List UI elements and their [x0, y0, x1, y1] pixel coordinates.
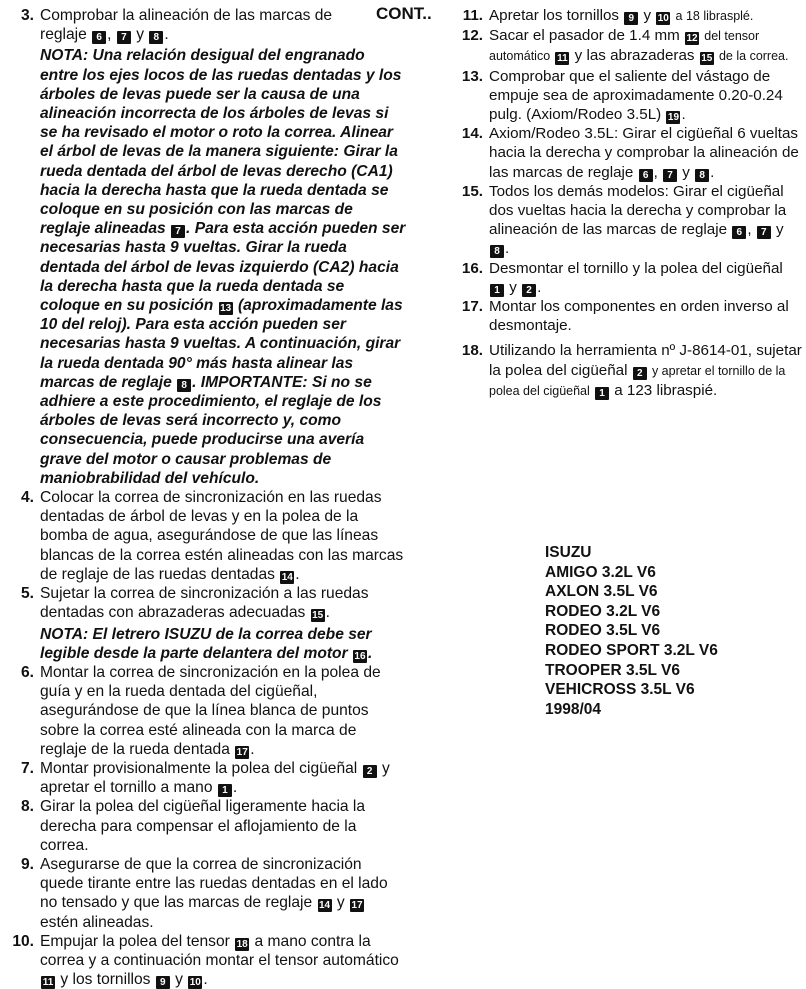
step-number: 7.	[20, 759, 34, 777]
sep: y	[175, 971, 183, 989]
note-text: NOTA: Una relación desigual del engranado entre los ejes locos de las ruedas dentadas y los árboles de levas puede ser la causa de una alineación incorrecta de los árboles de levas si se ha revisado el motor o roto la correa. Alinear el árbol de levas de la manera siguiente: Girar la rueda dentada del árbol de levas derecho (CA1) hacia la derecha hasta que la rueda dentada se coloque en su posición con las marcas de reglaje alineadas	[40, 47, 402, 238]
model-line: VEHICROSS 3.5L V6	[545, 681, 695, 699]
step-text	[40, 855, 406, 932]
note-text: (aproximadamente las 10 del reloj). Para esta acción pueden ser necesarias hasta 9 vueltas. A continuación, girar la rueda dentada 90° más hasta alinear las marcas de reglaje	[40, 297, 403, 391]
step-12	[455, 26, 803, 66]
step-13	[455, 67, 803, 125]
step-text-a: Axiom/Rodeo 3.5L: Girar el cigüeñal 6 vueltas hacia la derecha y comprobar la alineación de las marcas de reglaje	[489, 125, 799, 181]
ref-badge: 13	[220, 303, 232, 315]
step-text-b: y apretar el tornillo de la polea del cigüeñal	[489, 363, 786, 398]
step-text-a: Desmontar el tornillo y la polea del cigüeñal	[489, 259, 783, 277]
step-text	[489, 26, 803, 66]
ref-badge: 6	[639, 169, 653, 182]
model-line: AXLON 3.5L V6	[545, 583, 658, 601]
step-text-b: a 18 librasplé.	[675, 9, 754, 23]
ref-badge: 9	[156, 976, 170, 989]
ref-badge: 16	[354, 650, 366, 662]
model-line: AMIGO 3.2L V6	[545, 563, 656, 581]
step-text-a: Utilizando la herramienta nº J-8614-01, sujetar la polea del cigüeñal	[489, 342, 802, 379]
note-block	[40, 46, 406, 488]
model-line: 1998/04	[545, 700, 602, 718]
step-text	[489, 341, 803, 401]
sep: .	[164, 26, 169, 44]
ref-badge: 8	[177, 379, 191, 392]
sep: .	[367, 644, 373, 662]
step-number: 8.	[20, 798, 34, 816]
sep: .	[203, 971, 208, 989]
ref-badge: 9	[624, 12, 638, 25]
note-block	[40, 625, 406, 663]
sep: y	[776, 221, 784, 239]
sep: .	[295, 565, 300, 583]
step-text-b: y apretar el tornillo a mano	[40, 759, 390, 797]
sep: ,	[653, 163, 658, 181]
step-text	[489, 124, 803, 182]
step-number: 9.	[20, 855, 34, 873]
sep: ,	[107, 26, 112, 44]
ref-badge: 19	[667, 112, 680, 124]
ref-badge: 14	[318, 900, 331, 912]
sep: y	[643, 7, 652, 24]
step-11	[455, 6, 803, 26]
ref-badge: 11	[557, 53, 568, 65]
ref-badge: 8	[695, 169, 709, 182]
step-14	[455, 124, 803, 182]
step-3	[6, 6, 406, 488]
step-number: 4.	[20, 489, 34, 507]
model-line: TROOPER 3.5L V6	[545, 661, 680, 679]
step-number: 18.	[461, 342, 483, 360]
step-7	[6, 759, 406, 797]
ref-badge: 2	[363, 765, 377, 778]
step-5	[6, 584, 406, 663]
step-text-a: Montar la correa de sincronización en la polea de guía y en la rueda dentada del cigüeñal, asegurándose de que la línea blanca de puntos sobre la correa esté alineada con la marca de reglaje de la rueda dentada	[40, 663, 381, 758]
step-text-d: de la correa.	[718, 49, 789, 64]
sep: .	[710, 163, 715, 181]
step-16	[455, 259, 803, 297]
step-9	[6, 855, 406, 932]
note-text: NOTA: El letrero ISUZU de la correa debe ser legible desde la parte delantera del motor	[40, 625, 372, 662]
ref-badge: 14	[281, 571, 293, 583]
step-text	[40, 932, 406, 989]
sep: y	[682, 163, 690, 181]
step-text-a: Apretar los tornillos	[489, 7, 619, 24]
sep: y	[136, 26, 144, 44]
step-text-a: Sujetar la correa de sincronización a las ruedas dentadas con abrazaderas adecuadas	[40, 585, 369, 622]
step-number: 12.	[461, 27, 483, 45]
step-text-a: Montar provisionalmente la polea del cigüeñal	[40, 759, 358, 777]
sep: ,	[747, 221, 752, 239]
step-text	[489, 6, 803, 26]
step-text-a: Sacar el pasador de 1.4 mm	[489, 27, 680, 45]
model-line: RODEO SPORT 3.2L V6	[545, 641, 718, 659]
model-line: ISUZU	[545, 544, 592, 561]
step-text-c: y los tornillos	[60, 971, 151, 989]
step-text	[40, 6, 406, 488]
step-text: Montar los componentes en orden inverso al desmontaje.	[489, 298, 789, 335]
model-line: RODEO 3.5L V6	[545, 622, 661, 640]
step-number: 17.	[461, 298, 483, 316]
step-text-c: y las abrazaderas	[574, 47, 695, 65]
step-text	[489, 182, 803, 259]
step-number: 15.	[461, 182, 483, 200]
sep: y	[509, 278, 517, 296]
ref-badge: 1	[490, 284, 504, 297]
ref-badge: 8	[490, 245, 504, 258]
step-text	[489, 259, 803, 297]
step-8	[6, 797, 406, 855]
step-number: 16.	[461, 259, 483, 277]
ref-badge: 17	[236, 746, 248, 758]
step-15	[455, 182, 803, 259]
step-number: 5.	[20, 585, 34, 603]
step-text-b: del tensor automático	[489, 29, 760, 64]
sep: .	[250, 740, 255, 758]
step-number: 11.	[462, 7, 483, 24]
ref-badge: 7	[117, 31, 131, 44]
step-text-b: reglaje	[40, 26, 87, 44]
ref-badge: 6	[732, 226, 746, 239]
step-text-b: estén alineadas.	[40, 913, 154, 931]
sep: .	[681, 106, 686, 124]
step-text	[489, 67, 803, 125]
step-4	[6, 488, 406, 584]
ref-badge: 7	[663, 169, 677, 182]
sep: .	[232, 779, 238, 797]
sep: .	[325, 604, 330, 622]
continued-label: CONT..	[376, 4, 432, 23]
ref-badge: 2	[522, 284, 536, 297]
step-text-a: Empujar la polea del tensor	[40, 932, 230, 950]
ref-badge: 15	[701, 53, 713, 65]
ref-badge: 18	[236, 938, 248, 950]
step-text-a: Comprobar la alineación de las marcas de	[40, 7, 333, 24]
ref-badge: 7	[171, 225, 185, 238]
step-text	[40, 663, 406, 759]
step-number: 13.	[461, 67, 483, 85]
step-text-a: Todos los demás modelos: Girar el cigüeñal dos vueltas hacia la derecha y comprobar la alineación de las marcas de reglaje	[489, 182, 787, 239]
vehicle-models-list	[545, 543, 718, 719]
ref-badge: 6	[92, 31, 106, 44]
step-10	[6, 932, 406, 989]
step-text	[40, 488, 406, 584]
step-text	[40, 584, 406, 663]
ref-badge: 8	[149, 31, 163, 44]
step-text-a: Asegurarse de que la correa de sincronización quede tirante entre las ruedas dentadas en el lado no tensado y que las marcas de reglaje	[40, 855, 388, 912]
ref-badge: 15	[312, 610, 324, 622]
step-6	[6, 663, 406, 759]
ref-badge: 17	[351, 900, 363, 912]
sep: y	[336, 894, 345, 912]
step-number: 14.	[461, 125, 483, 143]
ref-badge: 1	[218, 784, 232, 797]
step-text-b: a mano contra la correa y a continuación montar el tensor automático	[40, 932, 399, 969]
step-number: 6.	[20, 663, 34, 681]
step-text	[40, 759, 406, 797]
ref-badge: 10	[657, 13, 669, 24]
ref-badge: 11	[42, 977, 54, 989]
step-number: 3.	[20, 7, 34, 24]
step-text-a: Colocar la correa de sincronización en las ruedas dentadas de árbol de levas y en la polea de la bomba de agua, asegurándose de que las líneas blancas de la correa estén alineadas con las marcas de reglaje de las ruedas dentadas	[40, 489, 404, 583]
step-text: Girar la polea del cigüeñal ligeramente hacia la derecha para compensar el aflojamiento de la correa.	[40, 798, 366, 854]
step-number: 10.	[12, 932, 34, 950]
model-line: RODEO 3.2L V6	[545, 602, 661, 620]
right-column	[455, 6, 803, 401]
ref-badge: 12	[686, 33, 698, 45]
sep: .	[537, 278, 542, 296]
ref-badge: 10	[189, 977, 201, 989]
left-column	[6, 6, 406, 989]
step-text-a: Comprobar que el saliente del vástago de empuje sea de aproximadamente 0.20-0.24 pulg. (Axiom/Rodeo 3.5L)	[489, 67, 783, 124]
note-text: . Para esta acción pueden ser necesarias hasta 9 vueltas. Girar la rueda dentada del árbol de levas izquierdo (CA2) hacia la derecha hasta que la rueda dentada se coloque en su posición	[40, 220, 406, 315]
note-text: . IMPORTANTE: Si no se adhiere a este procedimiento, el reglaje de los árboles de levas será incorrecto y, como consecuencia, puede producirse una avería grave del motor o causar problemas de maniobrabilidad del vehículo.	[40, 373, 382, 487]
step-text-c: a 123 libraspié.	[614, 381, 718, 399]
step-17	[455, 297, 803, 335]
ref-badge: 1	[595, 387, 609, 400]
ref-badge: 7	[757, 226, 771, 239]
ref-badge: 2	[633, 367, 647, 380]
step-18	[455, 341, 803, 401]
sep: .	[505, 240, 510, 258]
